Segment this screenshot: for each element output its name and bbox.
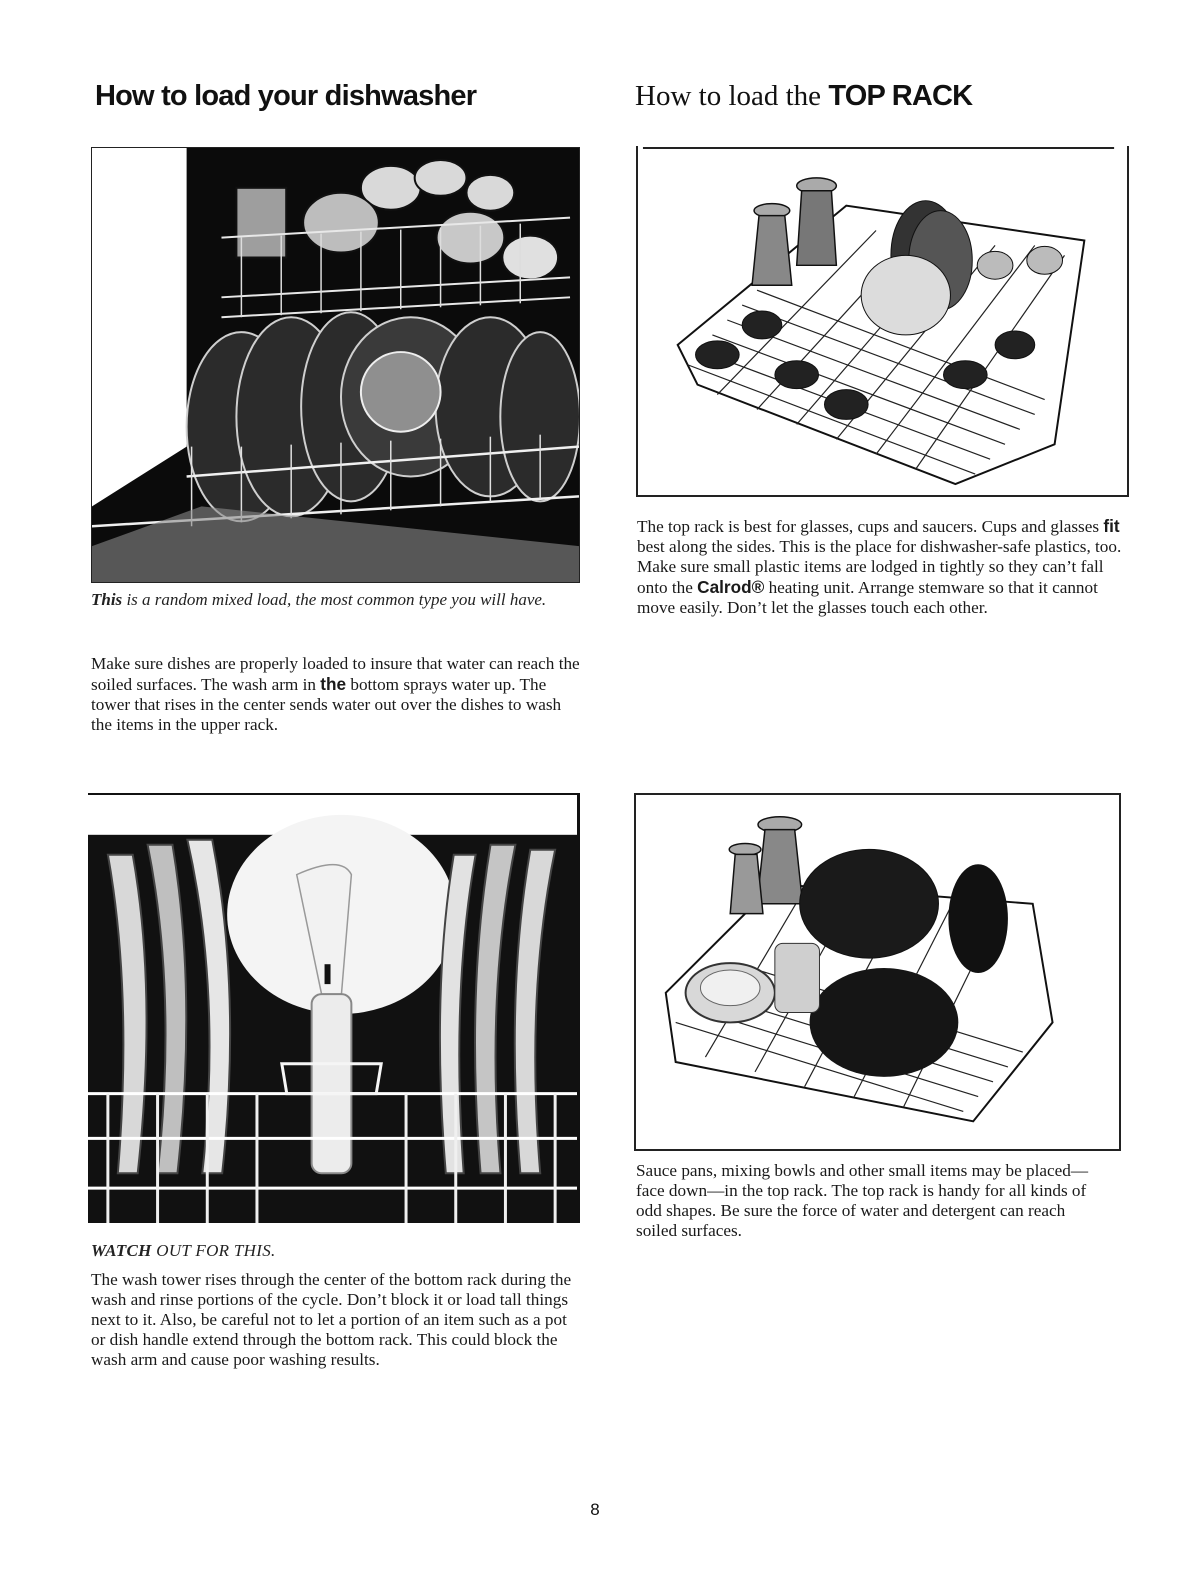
paragraph-top-rack-glasses: The top rack is best for glasses, cups and saucers. Cups and glasses fit best along the sides. This is the place for dishwasher-safe plastics, too. Make sure small plastic items are lodged in tightly so they can’t fall onto the Calrod® heating unit. Arrange stemware so that it cannot move easily. Don’t let the glasses touch each other. — [637, 516, 1122, 617]
heading-load-top-rack — [635, 78, 972, 114]
heading-top-rack-emphasis: TOP RACK — [828, 80, 973, 112]
top-rack-glasses-photo — [636, 146, 1129, 497]
wash-tower-photo — [88, 793, 580, 1223]
caption-mixed-load: This is a random mixed load, the most common type you will have. — [91, 590, 547, 609]
paragraph-loading-intro: Make sure dishes are properly loaded to insure that water can reach the soiled surfaces. The wash arm in the bottom sprays water up. The tower that rises in the center sends water out over the dishes to wash the items in the upper rack. — [91, 654, 580, 734]
caption-watch-out: WATCH OUT FOR THIS. — [91, 1241, 276, 1260]
wash-tower-illustration — [88, 795, 577, 1223]
top-rack-pans-bowls-illustration — [636, 795, 1119, 1149]
top-rack-glasses-illustration — [638, 146, 1127, 495]
dishwasher-mixed-load-photo — [91, 147, 580, 583]
heading-top-rack-prefix: How to load the — [635, 80, 829, 112]
paragraph-wash-tower: The wash tower rises through the center of the bottom rack during the wash and rinse portions of the cycle. Don’t block it or load tall things next to it. Also, be careful not to let a portion of an item such as a pot or dish handle extend through the bottom rack. This could block the wash arm and cause poor washing results. — [91, 1270, 572, 1369]
heading-load-dishwasher: How to load your dishwasher — [95, 80, 477, 112]
top-rack-pans-bowls-photo — [634, 793, 1121, 1151]
dishwasher-mixed-load-illustration — [92, 148, 579, 582]
paragraph-top-rack-pans: Sauce pans, mixing bowls and other small items may be placed—face down—in the top rack. The top rack is handy for all kinds of odd shapes. Be sure the force of water and detergent can reach soiled surfaces. — [636, 1161, 1089, 1240]
page-number: 8 — [590, 1500, 600, 1519]
